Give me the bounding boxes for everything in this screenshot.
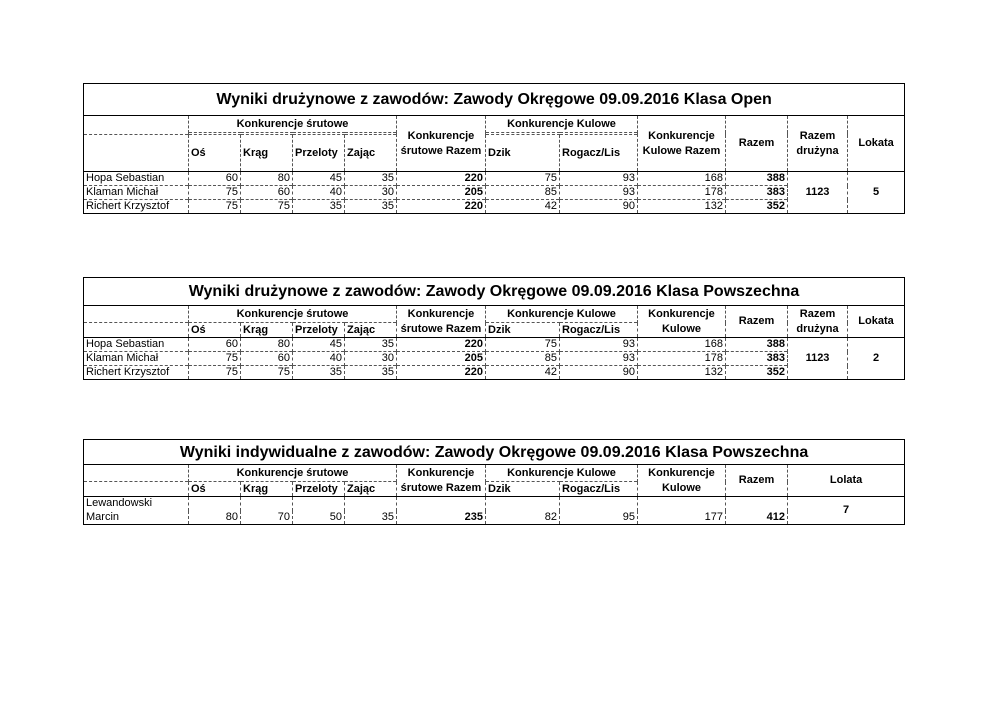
shot-total-header: Konkurencje śrutowe Razem <box>397 116 486 172</box>
lokata-value: 7 <box>788 497 905 525</box>
ball-total-header: Konkurencje Kulowe Razem <box>638 116 726 172</box>
name-header-spacer <box>84 482 189 497</box>
razem-value: 383 <box>726 352 788 366</box>
competitor-name: Hopa Sebastian <box>84 338 189 352</box>
dzik-value: 85 <box>486 352 560 366</box>
zajac-header: Zając <box>345 482 397 497</box>
os-header: Oś <box>189 482 241 497</box>
lokata-value: 2 <box>848 338 905 380</box>
razem-header: Razem <box>726 116 788 172</box>
table-title: Wyniki drużynowe z zawodów: Zawody Okręgowe 09.09.2016 Klasa Powszechna <box>84 278 905 306</box>
rogacz-value: 90 <box>560 200 638 214</box>
ball-group-header: Konkurencje Kulowe <box>486 116 638 133</box>
razem-value: 388 <box>726 172 788 186</box>
competitor-name: Hopa Sebastian <box>84 172 189 186</box>
zajac-header: Zając <box>345 135 397 172</box>
ball-total-value: 168 <box>638 338 726 352</box>
table-row <box>84 338 905 352</box>
shot-total-header-line2: śrutowe Razem <box>397 482 486 497</box>
przeloty-value: 40 <box>293 352 345 366</box>
table-title: Wyniki indywidualne z zawodów: Zawody Okręgowe 09.09.2016 Klasa Powszechna <box>84 440 905 465</box>
dzik-value: 82 <box>486 497 560 525</box>
ball-total-value: 168 <box>638 172 726 186</box>
team-total-header: Razem drużyna <box>788 116 848 172</box>
shot-total-value: 205 <box>397 186 486 200</box>
ball-total-header-line1: Konkurencje <box>638 306 726 323</box>
lolata-header: Lolata <box>788 465 905 497</box>
razem-value: 412 <box>726 497 788 525</box>
ball-total-header-line2: Kulowe <box>638 323 726 338</box>
krag-value: 60 <box>241 352 293 366</box>
razem-header: Razem <box>726 465 788 497</box>
przeloty-value: 40 <box>293 186 345 200</box>
rogacz-value: 93 <box>560 338 638 352</box>
shot-total-header-line1: Konkurencje <box>397 465 486 482</box>
name-header-spacer <box>84 135 189 172</box>
krag-value: 70 <box>241 497 293 525</box>
competitor-name: Richert Krzysztof <box>84 200 189 214</box>
team-total-value: 1123 <box>788 172 848 214</box>
name-header <box>84 116 189 135</box>
rogacz-header: Rogacz/Lis <box>560 135 638 172</box>
os-value: 75 <box>189 186 241 200</box>
zajac-value: 35 <box>345 366 397 380</box>
przeloty-header: Przeloty <box>293 482 345 497</box>
table-row <box>84 366 905 380</box>
shot-total-header-line2: śrutowe Razem <box>397 323 486 338</box>
shot-total-value: 220 <box>397 338 486 352</box>
shot-total-header-line1: Konkurencje <box>397 306 486 323</box>
przeloty-value: 50 <box>293 497 345 525</box>
przeloty-value: 45 <box>293 338 345 352</box>
name-header-spacer <box>84 323 189 338</box>
ball-total-value: 132 <box>638 200 726 214</box>
dzik-header: Dzik <box>486 482 560 497</box>
przeloty-value: 35 <box>293 366 345 380</box>
shot-total-value: 235 <box>397 497 486 525</box>
rogacz-value: 90 <box>560 366 638 380</box>
ball-total-value: 178 <box>638 352 726 366</box>
table-row <box>84 186 905 200</box>
team-total-value: 1123 <box>788 338 848 380</box>
razem-value: 383 <box>726 186 788 200</box>
zajac-value: 30 <box>345 186 397 200</box>
przeloty-value: 35 <box>293 200 345 214</box>
individual-results-powszechna-table <box>83 439 904 525</box>
team-results-open-table <box>83 83 904 214</box>
dzik-value: 42 <box>486 366 560 380</box>
table-row <box>84 352 905 366</box>
krag-value: 80 <box>241 172 293 186</box>
shot-total-value: 220 <box>397 172 486 186</box>
competitor-name: Klaman Michał <box>84 186 189 200</box>
rogacz-header: Rogacz/Lis <box>560 323 638 338</box>
razem-value: 352 <box>726 366 788 380</box>
ball-group-header: Konkurencje Kulowe <box>486 306 638 323</box>
krag-value: 75 <box>241 366 293 380</box>
ball-total-value: 177 <box>638 497 726 525</box>
os-value: 60 <box>189 172 241 186</box>
przeloty-header: Przeloty <box>293 135 345 172</box>
shot-total-value: 220 <box>397 366 486 380</box>
zajac-value: 30 <box>345 352 397 366</box>
dzik-value: 85 <box>486 186 560 200</box>
ball-total-header-line1: Konkurencje <box>638 465 726 482</box>
rogacz-value: 95 <box>560 497 638 525</box>
name-header <box>84 306 189 323</box>
dzik-value: 42 <box>486 200 560 214</box>
krag-header: Krąg <box>241 323 293 338</box>
razem-header: Razem <box>726 306 788 338</box>
table-row <box>84 200 905 214</box>
zajac-value: 35 <box>345 497 397 525</box>
competitor-name-line1: Lewandowski <box>84 497 189 511</box>
table-title: Wyniki drużynowe z zawodów: Zawody Okręgowe 09.09.2016 Klasa Open <box>84 84 905 116</box>
krag-header: Krąg <box>241 482 293 497</box>
os-header: Oś <box>189 323 241 338</box>
shot-total-value: 220 <box>397 200 486 214</box>
rogacz-value: 93 <box>560 172 638 186</box>
os-header: Oś <box>189 135 241 172</box>
name-header <box>84 465 189 482</box>
krag-header: Krąg <box>241 135 293 172</box>
ball-total-value: 132 <box>638 366 726 380</box>
shot-group-header: Konkurencje śrutowe <box>189 116 397 133</box>
dzik-header: Dzik <box>486 323 560 338</box>
shot-total-value: 205 <box>397 352 486 366</box>
os-value: 75 <box>189 366 241 380</box>
team-total-header-line1: Razem <box>788 306 848 323</box>
zajac-value: 35 <box>345 200 397 214</box>
przeloty-header: Przeloty <box>293 323 345 338</box>
rogacz-value: 93 <box>560 186 638 200</box>
os-value: 80 <box>189 497 241 525</box>
krag-value: 60 <box>241 186 293 200</box>
os-value: 75 <box>189 200 241 214</box>
ball-group-header: Konkurencje Kulowe <box>486 465 638 482</box>
table-row <box>84 497 905 511</box>
krag-value: 75 <box>241 200 293 214</box>
przeloty-value: 45 <box>293 172 345 186</box>
krag-value: 80 <box>241 338 293 352</box>
competitor-name-line2: Marcin <box>86 510 120 523</box>
os-value: 75 <box>189 352 241 366</box>
ball-total-value: 178 <box>638 186 726 200</box>
razem-value: 352 <box>726 200 788 214</box>
razem-value: 388 <box>726 338 788 352</box>
dzik-value: 75 <box>486 172 560 186</box>
competitor-name: Richert Krzysztof <box>84 366 189 380</box>
zajac-header: Zając <box>345 323 397 338</box>
table-row <box>84 172 905 186</box>
dzik-header: Dzik <box>486 135 560 172</box>
rogacz-value: 93 <box>560 352 638 366</box>
lokata-value: 5 <box>848 172 905 214</box>
team-results-powszechna-table <box>83 277 904 380</box>
lokata-header: Lokata <box>848 306 905 338</box>
zajac-value: 35 <box>345 172 397 186</box>
lokata-header: Lokata <box>848 116 905 172</box>
rogacz-header: Rogacz/Lis <box>560 482 638 497</box>
team-total-header-line2: drużyna <box>788 323 848 338</box>
ball-total-header-line2: Kulowe <box>638 482 726 497</box>
competitor-name: Klaman Michał <box>84 352 189 366</box>
os-value: 60 <box>189 338 241 352</box>
zajac-value: 35 <box>345 338 397 352</box>
shot-group-header: Konkurencje śrutowe <box>189 306 397 323</box>
dzik-value: 75 <box>486 338 560 352</box>
shot-group-header: Konkurencje śrutowe <box>189 465 397 482</box>
